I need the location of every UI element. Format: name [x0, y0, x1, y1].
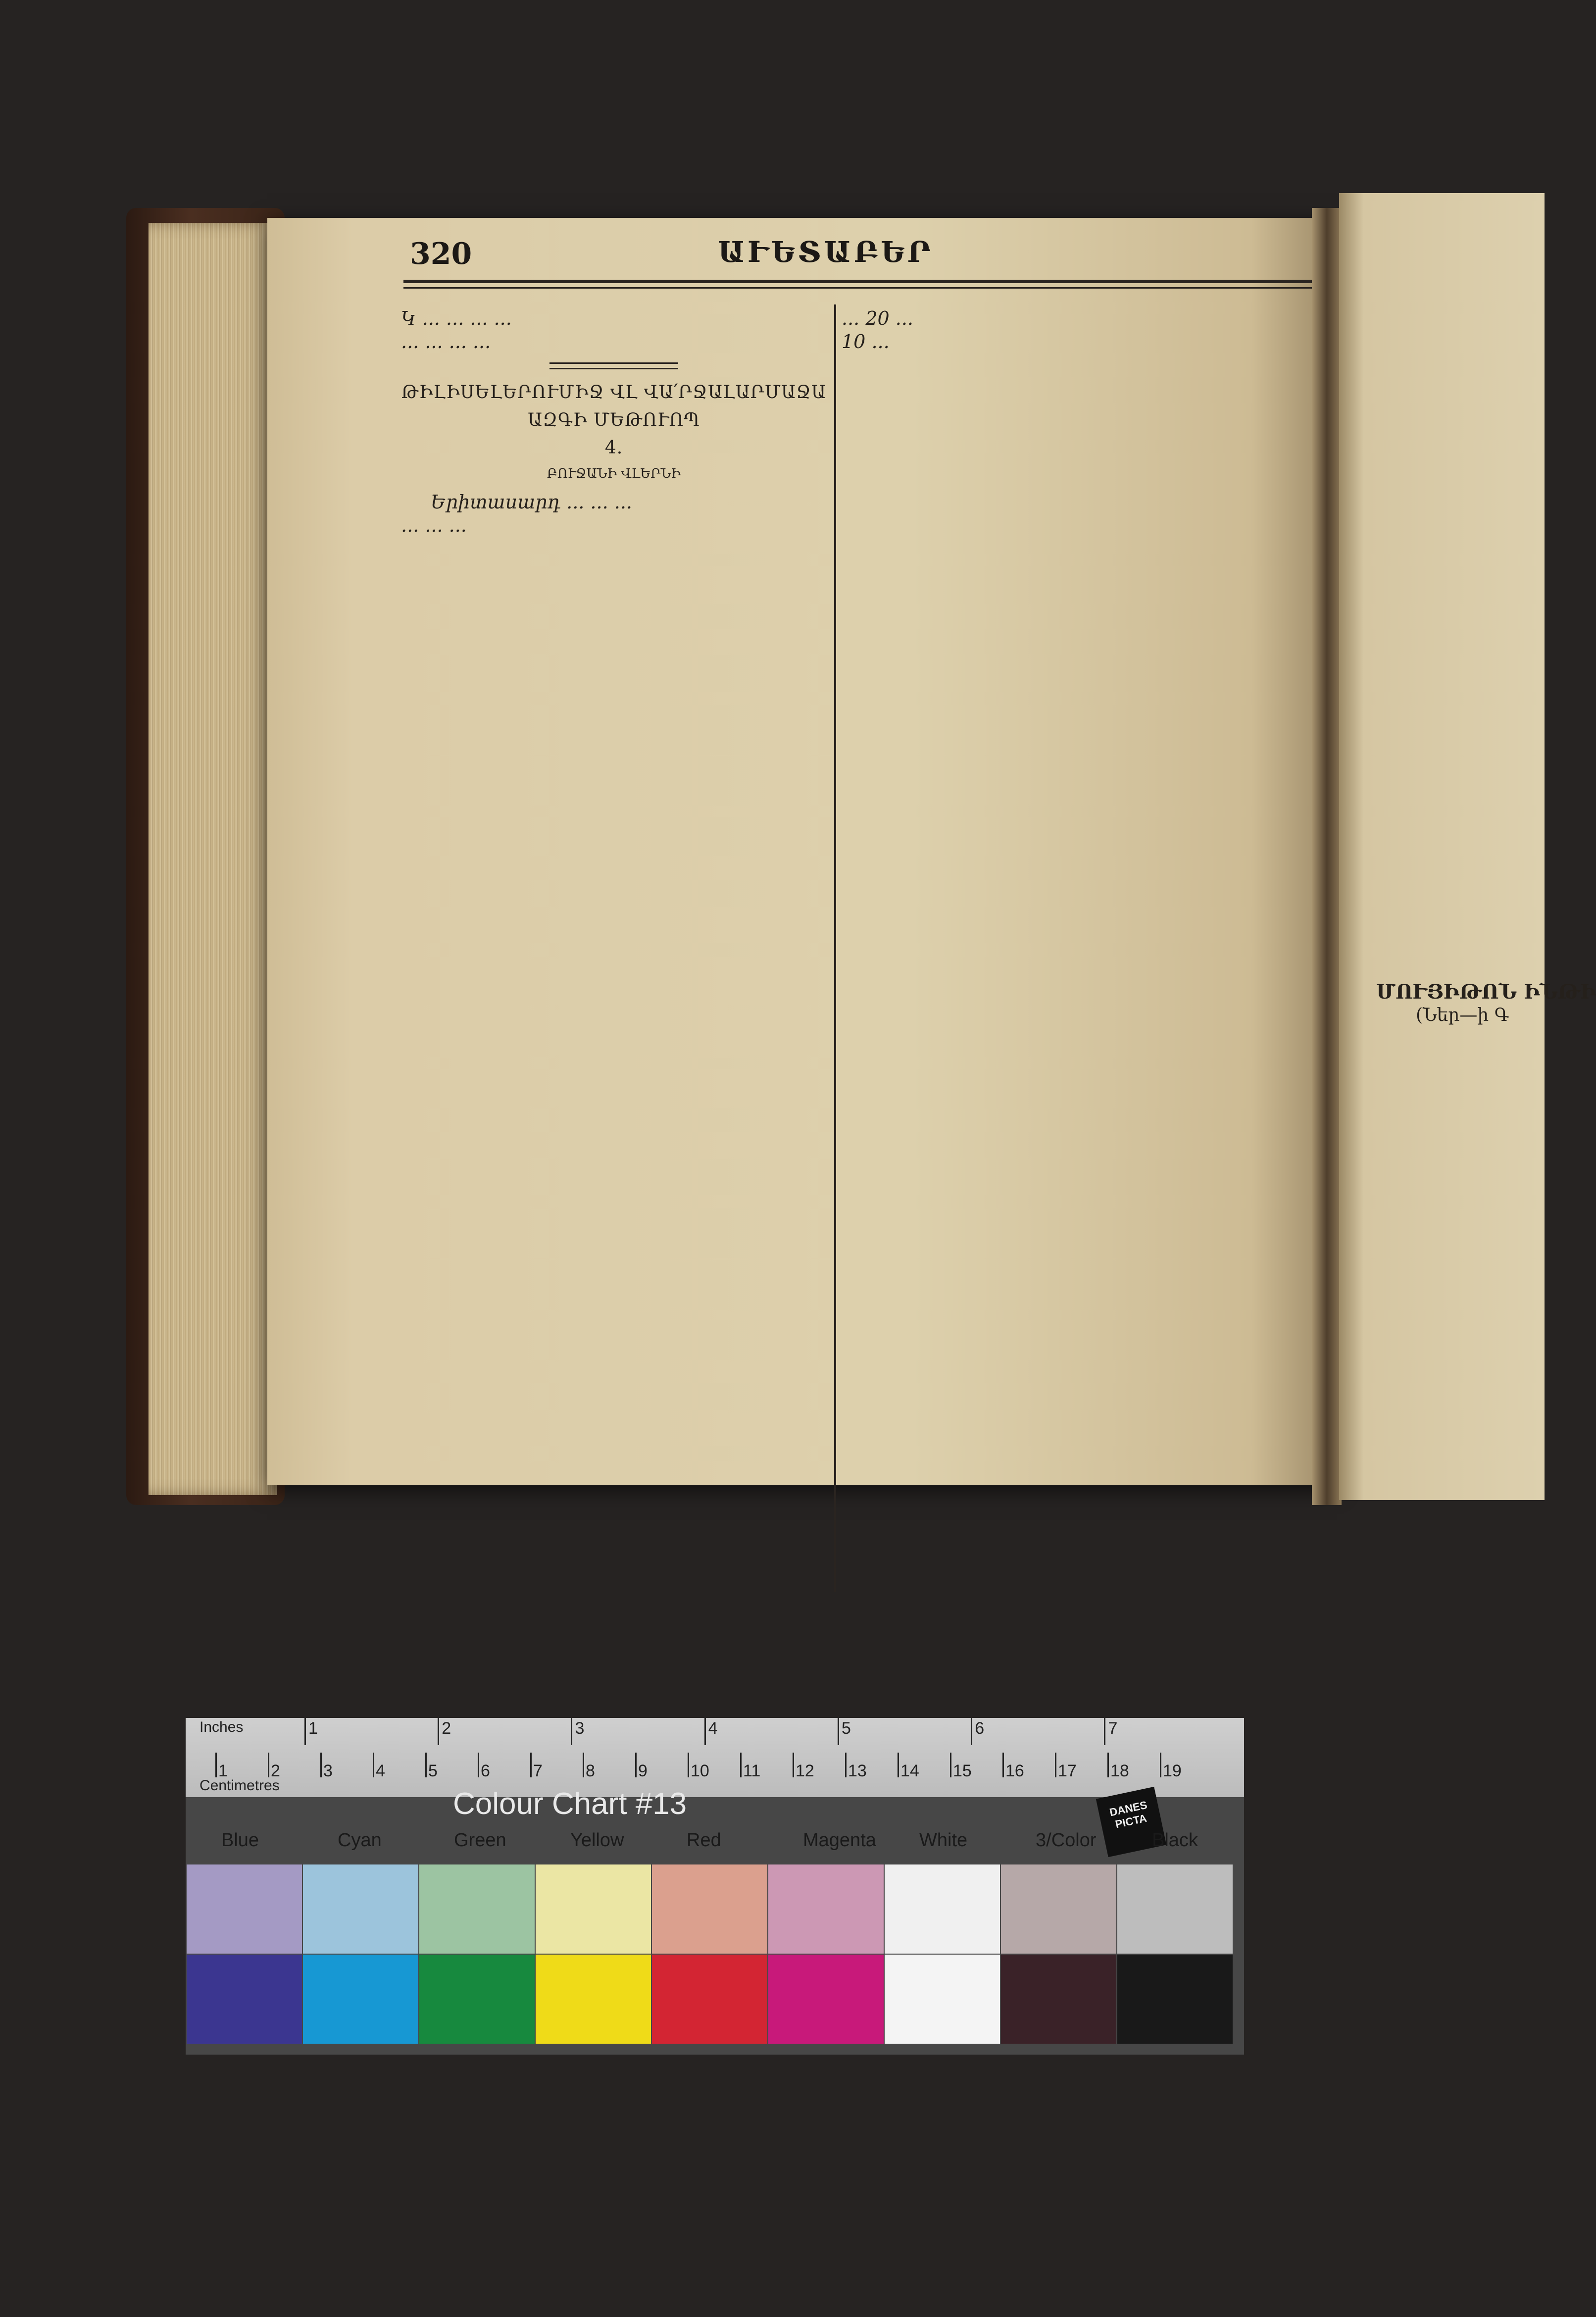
cm-tick [425, 1753, 427, 1777]
cm-tick-label: 13 [848, 1762, 867, 1780]
swatch-solid [303, 1955, 418, 2044]
swatch-label: Red [687, 1830, 721, 1851]
swatch-tint [419, 1864, 535, 1954]
cm-tick [898, 1753, 899, 1777]
facing-page-text [1371, 1035, 1545, 1470]
cm-tick-label: 3 [323, 1762, 333, 1780]
swatch-solid [885, 1955, 1000, 2044]
cm-tick [268, 1753, 269, 1777]
ruler [186, 1718, 1244, 1797]
paragraph: ... 20 ... [842, 307, 914, 329]
cm-tick-label: 4 [376, 1762, 385, 1780]
swatch-tint [1001, 1864, 1116, 1954]
cm-tick-label: 17 [1058, 1762, 1077, 1780]
cm-tick [215, 1753, 217, 1777]
swatch-tint [303, 1864, 418, 1954]
colour-chart [186, 1718, 1244, 2055]
cm-tick [478, 1753, 479, 1777]
swatch-label: Blue [221, 1830, 259, 1851]
byline: ԲՈՒՋԱՆԻ ՎԼԵՐՆԻ [547, 466, 681, 481]
facing-page-heading: ՄՈՒՅԻԹՈՆ ԻՆԹԻ [1376, 980, 1596, 1004]
swatch-solid [652, 1955, 767, 2044]
cm-tick-label: 6 [481, 1762, 490, 1780]
inch-tick-label: 7 [1108, 1719, 1118, 1738]
swatch-solid [187, 1955, 302, 2044]
cm-tick [845, 1753, 847, 1777]
paragraph: ... ... ... [401, 514, 467, 536]
chart-title: Colour Chart #13 [453, 1787, 687, 1821]
swatch-solid [1001, 1955, 1116, 2044]
paragraph: 10 ... [842, 331, 890, 353]
left-text-column [401, 307, 827, 1594]
cm-tick [1160, 1753, 1161, 1777]
centimetres-label: Centimetres [200, 1777, 280, 1794]
inch-tick-label: 2 [442, 1719, 451, 1738]
swatch-label: Cyan [338, 1830, 382, 1851]
section-divider [549, 362, 678, 369]
inches-label: Inches [200, 1719, 244, 1735]
paragraph: Երիտասարդ ... ... ... [431, 491, 632, 513]
cm-tick [1002, 1753, 1004, 1777]
facing-page-text [1371, 292, 1545, 951]
cm-tick [635, 1753, 637, 1777]
cm-tick-label: 9 [638, 1762, 648, 1780]
cm-tick-label: 15 [953, 1762, 972, 1780]
cm-tick [1055, 1753, 1056, 1777]
running-title: ԱՒԵՏԱԲԵՐ [718, 235, 934, 269]
swatch-label: Black [1152, 1830, 1198, 1851]
header-rule-thin [403, 287, 1312, 289]
cm-tick-label: 2 [271, 1762, 280, 1780]
paragraph: Կ ... ... ... ... [401, 307, 512, 329]
cm-tick-label: 1 [218, 1762, 228, 1780]
cm-tick-label: 18 [1110, 1762, 1129, 1780]
book-gutter [1312, 208, 1342, 1505]
cm-tick [688, 1753, 689, 1777]
inch-tick [1104, 1718, 1105, 1745]
right-text-column [842, 307, 1312, 1594]
cm-tick-label: 7 [533, 1762, 543, 1780]
cm-tick [793, 1753, 794, 1777]
inch-tick [704, 1718, 706, 1745]
swatch-tint [1117, 1864, 1233, 1954]
cm-tick [1107, 1753, 1109, 1777]
cm-tick-label: 11 [743, 1762, 761, 1780]
inch-tick [838, 1718, 839, 1745]
inch-tick-label: 5 [841, 1719, 851, 1738]
inch-tick-label: 3 [575, 1719, 585, 1738]
paragraph: ... ... ... ... [401, 331, 491, 353]
swatch-solid [536, 1955, 651, 2044]
swatch-label: White [919, 1830, 968, 1851]
cm-tick-label: 14 [900, 1762, 919, 1780]
cm-tick-label: 5 [428, 1762, 438, 1780]
swatch-label: Magenta [803, 1830, 876, 1851]
swatch-label: Green [454, 1830, 506, 1851]
inch-tick [571, 1718, 572, 1745]
swatch-tint [652, 1864, 767, 1954]
cm-tick [740, 1753, 742, 1777]
swatch-tint [768, 1864, 884, 1954]
cm-tick-label: 19 [1163, 1762, 1182, 1780]
swatch-label: 3/Color [1036, 1830, 1097, 1851]
cm-tick-label: 16 [1005, 1762, 1024, 1780]
column-divider [834, 304, 836, 1592]
inch-tick [304, 1718, 306, 1745]
inch-tick-label: 1 [308, 1719, 318, 1738]
cm-tick [320, 1753, 322, 1777]
inch-tick [438, 1718, 439, 1745]
page-edges [149, 223, 277, 1495]
cm-tick-label: 12 [796, 1762, 814, 1780]
article-subheading: ԱԶԳԻ ՄԵԹՈՒՈՊ [528, 410, 700, 430]
cm-tick-label: 10 [691, 1762, 709, 1780]
swatch-tint [187, 1864, 302, 1954]
swatch-tint [885, 1864, 1000, 1954]
figure-value: 10 [842, 331, 866, 353]
cm-tick [583, 1753, 584, 1777]
swatch-tint [536, 1864, 651, 1954]
swatch-solid [419, 1955, 535, 2044]
figure-value: 20 [865, 307, 890, 329]
brand-logo: DANES PICTA [1096, 1787, 1166, 1857]
page-number: 320 [410, 237, 472, 271]
swatch-solid [1117, 1955, 1233, 2044]
cm-tick [950, 1753, 951, 1777]
cm-tick [530, 1753, 532, 1777]
swatch-solid [768, 1955, 884, 2044]
inch-tick-label: 6 [975, 1719, 985, 1738]
facing-page-subheading: (Ներ—ի Գ [1416, 1005, 1509, 1025]
cm-tick [373, 1753, 374, 1777]
swatch-label: Yellow [570, 1830, 624, 1851]
header-rule [403, 280, 1312, 283]
inch-tick [971, 1718, 972, 1745]
inch-tick-label: 4 [708, 1719, 718, 1738]
cm-tick-label: 8 [586, 1762, 595, 1780]
article-number: 4. [604, 438, 623, 458]
article-heading: ԹԻԼԻՍԵԼԵՐՈՒՄԻՋ ՎԼ ՎԱ՛ՐՋԱԼԱՐՄԱՋԱ [401, 382, 827, 403]
